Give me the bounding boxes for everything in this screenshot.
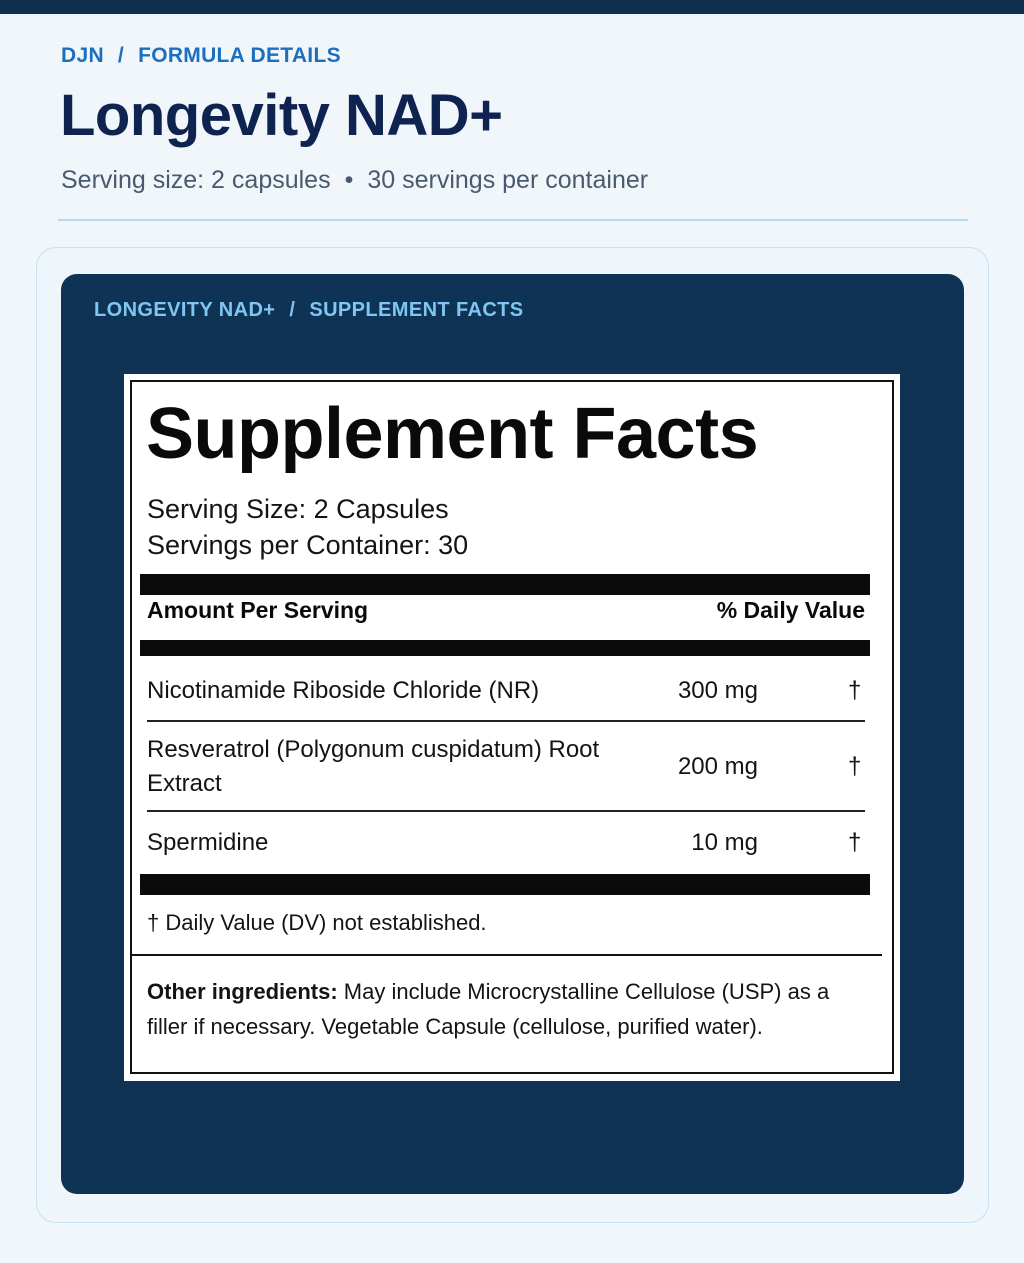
ingredient-amount: 200 mg <box>677 753 758 780</box>
label-thick-rule <box>140 640 870 656</box>
top-bar <box>0 0 1024 14</box>
label-column-header <box>147 597 865 624</box>
other-ingredients-text: May include Microcrystalline Cellulose (USP) as a filler if necessary. Vegetable Capsule (cellulose, purified water). <box>147 979 830 1039</box>
ingredient-divider <box>147 810 865 812</box>
ingredient-divider <box>147 720 865 722</box>
breadcrumb-separator: / <box>117 44 125 67</box>
ingredient-name: Spermidine <box>147 829 269 856</box>
panel-breadcrumb-current: SUPPLEMENT FACTS <box>309 299 524 321</box>
panel-breadcrumb-separator: / <box>289 299 296 321</box>
label-border <box>130 380 894 1074</box>
breadcrumb <box>61 44 341 68</box>
serving-size-text: Serving size: 2 capsules <box>61 166 331 194</box>
label-thick-rule <box>140 874 870 895</box>
daily-value-footnote: † Daily Value (DV) not established. <box>147 910 487 935</box>
panel-breadcrumb <box>94 299 524 322</box>
footnote-rule <box>130 954 882 956</box>
header-divider <box>58 219 968 221</box>
label-serving-size: Serving Size: 2 Capsules <box>147 494 449 524</box>
serving-summary <box>61 166 648 195</box>
ingredient-amount: 10 mg <box>691 829 758 856</box>
supplement-facts-label <box>124 374 900 1081</box>
amount-per-serving-header: Amount Per Serving <box>147 597 369 623</box>
breadcrumb-link-djn[interactable]: DJN <box>61 44 104 67</box>
bullet-separator: • <box>344 166 354 194</box>
panel-breadcrumb-product[interactable]: LONGEVITY NAD+ <box>94 299 276 321</box>
daily-value-header: % Daily Value <box>716 597 865 623</box>
ingredient-name: Resveratrol (Polygonum cuspidatum) Root Extract <box>147 736 600 797</box>
ingredient-name: Nicotinamide Riboside Chloride (NR) <box>147 677 540 704</box>
other-ingredients <box>147 974 867 1044</box>
ingredient-amount: 300 mg <box>677 677 758 704</box>
label-servings-per-container: Servings per Container: 30 <box>147 530 469 560</box>
ingredient-daily-value: † <box>848 829 862 856</box>
supplement-facts-panel <box>61 274 964 1194</box>
servings-per-container-text: 30 servings per container <box>367 166 649 194</box>
breadcrumb-current-formula-details[interactable]: FORMULA DETAILS <box>138 44 341 67</box>
ingredient-daily-value: † <box>848 677 862 704</box>
page-title: Longevity NAD+ <box>60 83 503 148</box>
ingredient-daily-value: † <box>848 753 862 780</box>
other-ingredients-label: Other ingredients: <box>147 979 338 1004</box>
label-title: Supplement Facts <box>146 394 759 474</box>
label-thick-rule <box>140 574 870 595</box>
